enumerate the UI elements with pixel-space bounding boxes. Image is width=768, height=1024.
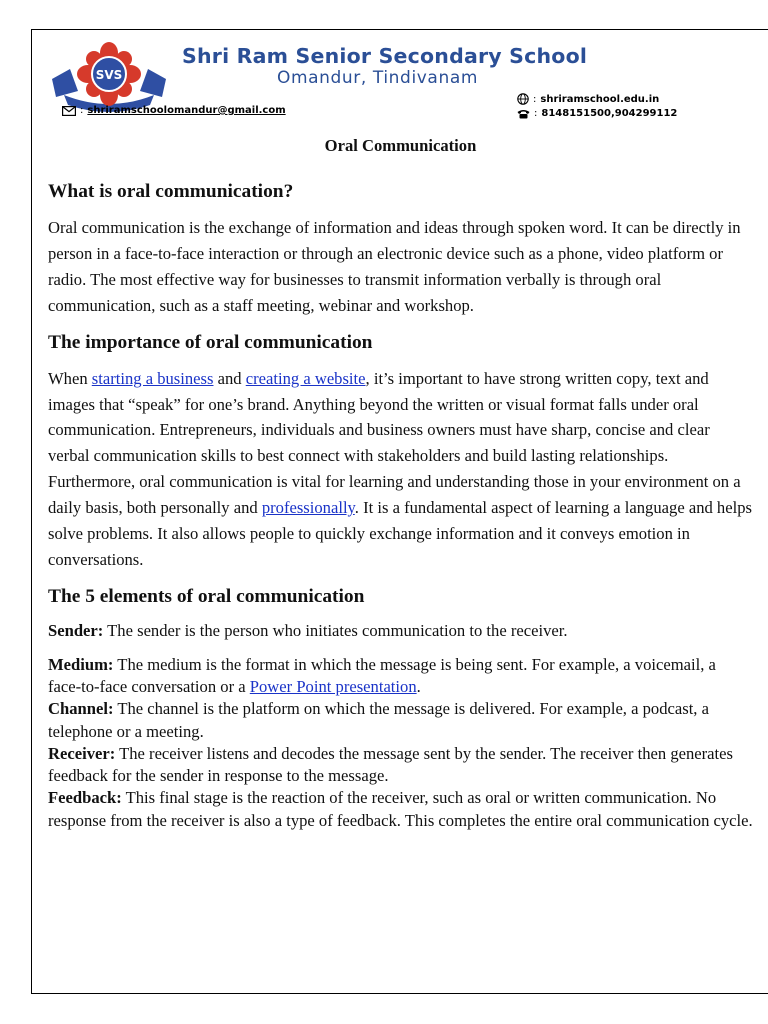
email-address[interactable]: shriramschoolomandur@gmail.com (87, 105, 286, 116)
phone-numbers: 8148151500,904299112 (541, 108, 678, 119)
receiver-label: Receiver: (48, 743, 116, 763)
contact-phone (517, 108, 677, 119)
link-power-point-presentation[interactable]: Power Point presentation (249, 677, 417, 697)
contact-website (517, 93, 659, 105)
text-and: and (213, 368, 246, 388)
school-location: Omandur, Tindivanam (277, 68, 478, 88)
element-sender (48, 620, 753, 642)
channel-text: The channel is the platform on which the message is delivered. For example, a podcast, a telephone or a meeting. (48, 699, 709, 741)
link-starting-a-business[interactable]: starting a business (91, 368, 214, 388)
element-feedback (48, 787, 753, 831)
text-importance-middle: , it’s important to have strong written copy, text and images that “speak” for one’s brand. Anything beyond the written or visual format falls under oral communication. Entrepreneurs, individuals and business owners must have sharp, concise and clear verbal communication skills to best connect with stakeholders and build lasting relationships. Furthermore, oral communication is vital for learning and understanding those in your environment on a daily basis, both personally and (48, 368, 741, 518)
element-medium (48, 654, 753, 698)
text-when: When (48, 368, 92, 388)
paragraph-definition: Oral communication is the exchange of information and ideas through spoken word. It can be directly in person in a face-to-face interaction or through an electronic device such as a phone, video platform or radio. The most effective way for businesses to transmit information verbally is through oral communication, such as a staff meeting, webinar and workshop. (48, 218, 741, 315)
document-body (48, 130, 753, 832)
medium-text: The medium is the format in which the message is being sent. For example, a voicemail, a face-to-face conversation or a (48, 655, 716, 697)
envelope-icon (62, 106, 76, 116)
website-prefix: : (533, 93, 537, 105)
feedback-text: This final stage is the reaction of the receiver, such as oral or written communication. No response from the receiver is also a type of feedback. This completes the entire oral communication cycle. (48, 788, 753, 830)
elements-list (48, 620, 753, 832)
website-address[interactable]: shriramschool.edu.in (540, 93, 660, 105)
document-title: Oral Communication (324, 136, 477, 155)
globe-icon (517, 93, 529, 105)
section-heading-elements: The 5 elements of oral communication (48, 585, 365, 607)
telephone-icon (517, 109, 530, 119)
channel-label: Channel: (48, 699, 114, 719)
email-prefix: : (80, 105, 84, 116)
link-professionally[interactable]: professionally (261, 498, 355, 518)
medium-label: Medium: (48, 655, 114, 675)
element-receiver (48, 743, 753, 787)
section-heading-what-is: What is oral communication? (48, 181, 294, 202)
feedback-label: Feedback: (48, 788, 122, 808)
phone-prefix: : (534, 108, 538, 119)
page-frame (31, 29, 768, 994)
letterhead (32, 30, 768, 125)
medium-end: . (416, 677, 421, 697)
logo-monogram: SVS (95, 68, 123, 82)
section-heading-importance: The importance of oral communication (48, 331, 373, 353)
receiver-text: The receiver listens and decodes the message sent by the sender. The receiver then generates feedback for the sender in response to the message. (48, 743, 733, 786)
contact-email (62, 105, 286, 116)
element-channel (48, 698, 753, 742)
text-importance-end: . It is a fundamental aspect of learning a language and helps solve problems. It also allows people to quickly exchange information and it conveys emotion in conversations. (48, 498, 752, 569)
school-name: Shri Ram Senior Secondary School (182, 44, 588, 68)
paragraph-importance (48, 366, 753, 573)
sender-label: Sender: (48, 620, 104, 640)
link-creating-a-website[interactable]: creating a website (245, 368, 366, 388)
sender-text: The sender is the person who initiates communication to the receiver. (103, 620, 568, 640)
